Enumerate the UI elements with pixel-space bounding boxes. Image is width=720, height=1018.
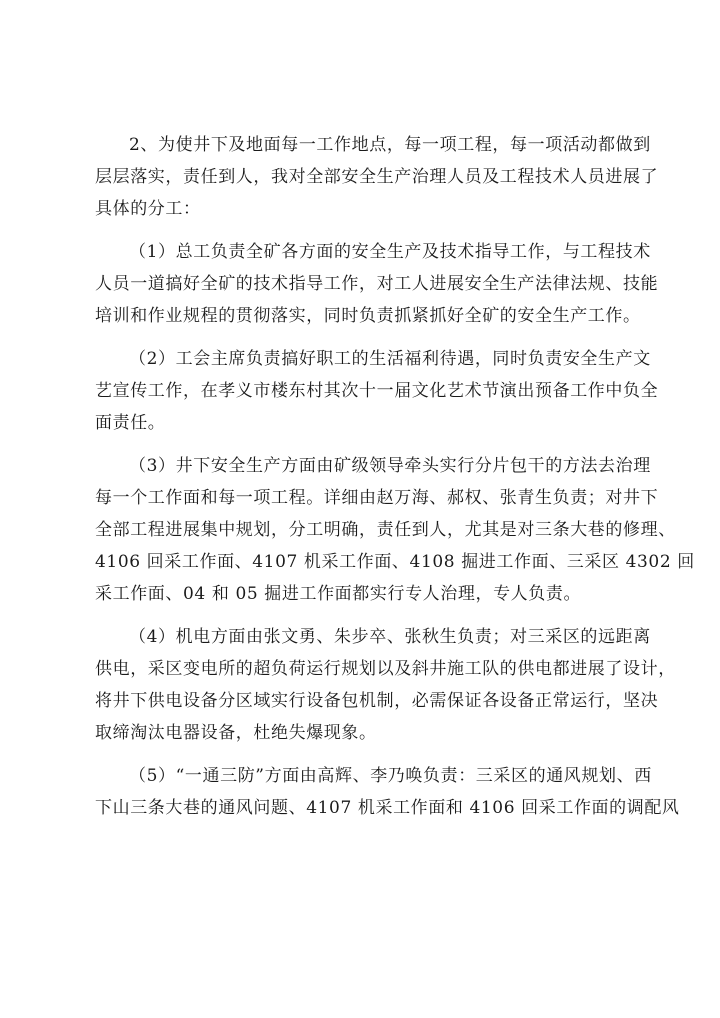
text-line: 供电，采区变电所的超负荷运行规划以及斜井施工队的供电都进展了设计， bbox=[95, 659, 676, 679]
text-line: 取缔淘汰电器设备，杜绝失爆现象。 bbox=[95, 723, 377, 743]
text-line: （4）机电方面由张文勇、朱步卒、张秋生负责；对三采区的远距离 bbox=[129, 627, 651, 647]
paragraph-division-of-work bbox=[95, 129, 659, 225]
text-line: 下山三条大巷的通风问题、4107 机采工作面和 4106 回采工作面的调配风 bbox=[95, 798, 680, 818]
text-line: （5）“一通三防”方面由高辉、李乃唤负责：三采区的通风规划、西 bbox=[129, 766, 652, 786]
paragraph-electromechanical bbox=[95, 621, 676, 749]
text-line: （3）井下安全生产方面由矿级领导牵头实行分片包干的方法去治理 bbox=[129, 456, 651, 476]
text-line: 培训和作业规程的贯彻落实，同时负责抓紧抓好全矿的安全生产工作。 bbox=[95, 306, 641, 326]
paragraph-underground-safety bbox=[95, 450, 695, 610]
text-line: 每一个工作面和每一项工程。详细由赵万海、郝权、张青生负责；对井下 bbox=[95, 488, 659, 508]
text-line: （2）工会主席负责搞好职工的生活福利待遇，同时负责安全生产文 bbox=[129, 349, 651, 369]
text-line: 2、为使井下及地面每一工作地点，每一项工程，每一项活动都做到 bbox=[129, 135, 651, 155]
text-line: 具体的分工： bbox=[95, 199, 201, 219]
text-line: 4106 回采工作面、4107 机采工作面、4108 掘进工作面、三采区 4302 回 bbox=[95, 552, 695, 572]
text-line: 采工作面、04 和 05 掘进工作面都实行专人治理，专人负责。 bbox=[95, 584, 582, 604]
text-line: 面责任。 bbox=[95, 413, 166, 433]
paragraph-union-chairman bbox=[95, 343, 659, 439]
text-line: 人员一道搞好全矿的技术指导工作，对工人进展安全生产法律法规、技能 bbox=[95, 274, 659, 294]
text-line: 将井下供电设备分区域实行设备包机制，必需保证各设备正常运行，坚决 bbox=[95, 691, 659, 711]
text-line: 全部工程进展集中规划，分工明确，责任到人，尤其是对三条大巷的修理、 bbox=[95, 520, 676, 540]
paragraph-ventilation bbox=[95, 760, 680, 824]
document-body bbox=[95, 129, 695, 835]
text-line: （1）总工负责全矿各方面的安全生产及技术指导工作，与工程技术 bbox=[129, 242, 651, 262]
paragraph-chief-engineer bbox=[95, 236, 659, 332]
text-line: 艺宣传工作，在孝义市楼东村其次十一届文化艺术节演出预备工作中负全 bbox=[95, 381, 659, 401]
text-line: 层层落实，责任到人，我对全部安全生产治理人员及工程技术人员进展了 bbox=[95, 167, 659, 187]
